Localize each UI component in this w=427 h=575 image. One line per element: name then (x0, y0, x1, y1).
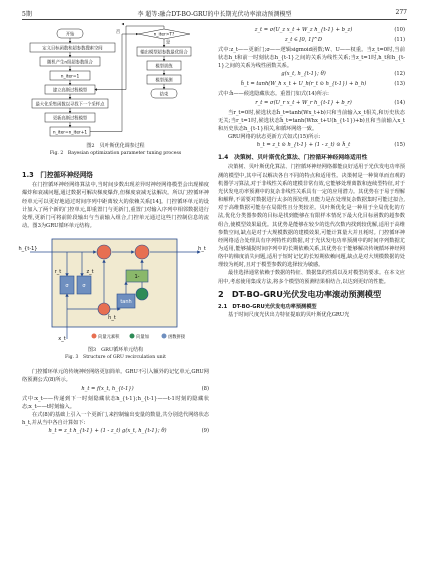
legend-product-swatch (92, 334, 97, 339)
figure-2-caption-en: Fig. 2 Bayesian optimization parameter tuning process (49, 151, 182, 156)
label-yes: 是 (165, 40, 171, 46)
label-h-t: h_t (198, 246, 206, 253)
equation-10: z_t = σ(U_z x_t + W_z h_{t-1} + b_z) (10) (254, 27, 405, 33)
figure-2 (22, 26, 209, 180)
node-iter-inc: n_iter=n_iter+1 (52, 130, 88, 136)
label-one-minus: 1- (134, 274, 140, 281)
node-condition: n_iter>T? (153, 32, 175, 38)
section-1-4-title: 1.4 决策树、贝叶斯优化算法、门控循环神经网络适用性 (218, 155, 368, 162)
node-init: 定义目标函数和超参数搜索空间 (42, 46, 103, 52)
state-update-paragraph: GRU网络的状态更新方式如式(15)所示: (228, 134, 321, 141)
right-column (218, 26, 405, 319)
running-title: 李 超等:融合DT-BO-GRU的中长期光伏功率滚动预测模型 (137, 11, 292, 18)
label-h-tilde: h̃_t (108, 315, 116, 322)
node-end: 结束 (159, 92, 169, 98)
equation-11: z_t ∈ [0, 1]^D (11) (284, 37, 405, 43)
label-h-prev: h_{t-1} (18, 246, 38, 253)
equation-9: h_t = z_t h_{t-1} + (1 - z_t) g(x_t, h_{t-1}; θ) (9) (48, 428, 209, 435)
update-gate-notes: 式中:z_t——更新门;σ——逻辑sigmoid函数;W、U——权重。当z_t=0时,当前状态h_t和前一时刻状态h_{t-1}之间的关系为线性关系;当z_t=1时,h_t和h_{t-1}之间的关系为线性函数关系。 (218, 47, 405, 70)
figure-3 (18, 234, 209, 362)
candidate-state-notes: 式中:h̃——候选隐藏状态。重置门如式(14)所示: (218, 91, 329, 98)
update-gate-paragraph: 在式(8)的基础上引入一个更新门,来控制输出变量的数量,共分别迭代网络状态h_t,并从当中各自计算如下: (22, 411, 209, 427)
label-sigma-z: σ (82, 283, 86, 290)
issue-number: 5期 (22, 11, 32, 18)
label-x-t: x_t (58, 336, 66, 343)
reset-gate-paragraph: 当r_t=0时,候选状态h̃_t=tanh(Wx_t+b)只和当前输入x_t相关,和历史状态无关;当r_t=1时,候选状态h̃_t=tanh(Whx_t+U(h_{t-1})+b)且和当前输入x_t和历史状态h_{t-1}相关,和循环网络一致。 (218, 109, 405, 132)
figure-2-caption: 图2 贝叶斯优化调参过程 (86, 143, 145, 149)
legend-concat-swatch (162, 334, 167, 339)
section-1-4-paragraph-1: 决策树、贝叶斯优化算法、门控循环神经网络都能良好适用于光伏发电功率预测的模型中,其中可以解决各自不同的特点和适用性。决策树是一种简单而直观的机器学习算法,对于非线性关系的建模非常有效,它能够处理离散和连续型特征,对于光伏发电功率预测中的复杂非线性关系具有一定的应用潜力。其优势在于易于理解和解释,不需要对数据进行太多的预处理,且能力是在处理复杂数据集时可能过拟合,对于高维数据可能存在局限性且分类较差。贝叶斯优化是一种用于全局优化的方法,优化分类器参数的目标是找到能够在有限样本情况下最大化目标函数的超参数组合,使模型效果最优。其优势是能够在较少的迭代次数内找到较优解,适用于高维参数空间,缺点是对于大规模数据的建模效果,可能计算量大并且耗时。门控循环神经网络适合处理具有序列特性的数据,对于光伏发电功率预测中的时间序列数据尤为适用,能够捕捉时间序列中的长期依赖关系,其优势在于能够解决传统循环神经网络中的梯度消失问题,适用于短时记忆的长短期依赖问题,缺点是对大规模数据的处理较为耗时,且对于模型参数的选择较为敏感。 (218, 164, 405, 269)
legend-add-swatch (130, 334, 135, 339)
label-no: 否 (115, 30, 121, 35)
legend-add: 向量加 (136, 335, 149, 341)
node-output: 输出模型超参数最优组合 (140, 50, 188, 56)
legend-product: 向量元素积 (98, 335, 120, 341)
gru-intro-paragraph: 门控循环单元的传统神经网络更加简单。GRU不引入额外的记忆单元,GRU网络预测公式(8)所示。 (22, 369, 209, 384)
node-start: 开始 (65, 32, 75, 38)
figure-3-caption: 图3 GRU循环单元结构 (87, 347, 144, 354)
equation-12: g(x_t, h_{t-1}; θ) (12) (281, 71, 405, 78)
page-number: 277 (395, 9, 407, 16)
node-build-gp: 建立高斯过程模型 (52, 88, 88, 94)
equation-13: h̃_t = tanh(W_h x_t + U_h(r_t ⊙ h_{t-1}) + b_h) (13) (240, 81, 405, 88)
node-train: 模型训练 (155, 64, 173, 70)
section-1-3-paragraph: 在门控循环神经网络算法中,当时间步数出现差异时神经网络模型会出现梯度爆炸和衰减问题,通过数据可解决梯度爆炸,但梯度衰减无法解决。所以门控循环神经单元可以更好地通过时间序列中距离较大的依赖关系[14]。门控循环单元的设计加入了两个新的门控单元,即重置门与更新门,重置门对输入序列中相邻数据进行处理,更新门可将前阶段输出与当前输入组合,门控单元通过这些门控制信息的流动。图3为GRU循环单元结构。 (22, 182, 209, 230)
gru-cell-diagram (18, 234, 209, 344)
label-tanh: tanh (120, 299, 132, 306)
label-r-t: r_t (54, 269, 62, 276)
label-z-t: z_t (86, 269, 94, 276)
section-1-3-title: 1.3 门控循环神经网络 (22, 171, 94, 180)
label-sigma-r: σ (65, 283, 69, 290)
left-column (18, 26, 209, 437)
node-maximize: 最大化采集函数以寻找下一个采样点 (35, 102, 105, 108)
section-2-title: 2 DT-BO-GRU光伏发电功率滚动预测模型 (218, 288, 382, 299)
equation-8: h_t = f(x_t, h_{t-1}) (8) (81, 385, 209, 392)
node-iter: n_iter=1 (60, 74, 80, 80)
section-2-1-paragraph: 基于时间尺度光伏出力特征提取的贝叶斯优化GRU光 (228, 311, 350, 318)
figure-3-caption-en: Fig. 3 Structure of GRU recirculation unit (65, 355, 166, 361)
running-header (22, 7, 407, 20)
equation-14: r_t = σ(U_r x_t + W_r h_{t-1} + b_r) (14) (255, 99, 405, 106)
node-sample: 随机产生n组超参数组合 (47, 60, 93, 66)
legend-concat: 函数拼接 (168, 335, 186, 341)
section-1-4-paragraph-2: 最佳选择通常依赖于数据的特征、数据集的性质以及对模型的要求。在本文应用中,考虑使用集成方法,将多个模型的预测结果相结合,以达到更好的性能。 (218, 270, 405, 285)
equation-15: h_t = z_t ⊙ h_{t-1} + (1 - z_t) ⊙ h̃_t (15) (256, 142, 405, 149)
node-update: 更新高斯过程模型 (52, 116, 88, 122)
node-predict: 模型预测 (155, 78, 173, 84)
equation-8-notes: 式中:x_t——传递到下一时刻隐藏状态h_{t-1};h_{t-1}——t-1时刻的隐藏状态;x_t——t时刻输入。 (22, 395, 209, 410)
section-2-1-title: 2.1 DT-BO-GRU光伏发电功率预测模型 (218, 303, 317, 310)
